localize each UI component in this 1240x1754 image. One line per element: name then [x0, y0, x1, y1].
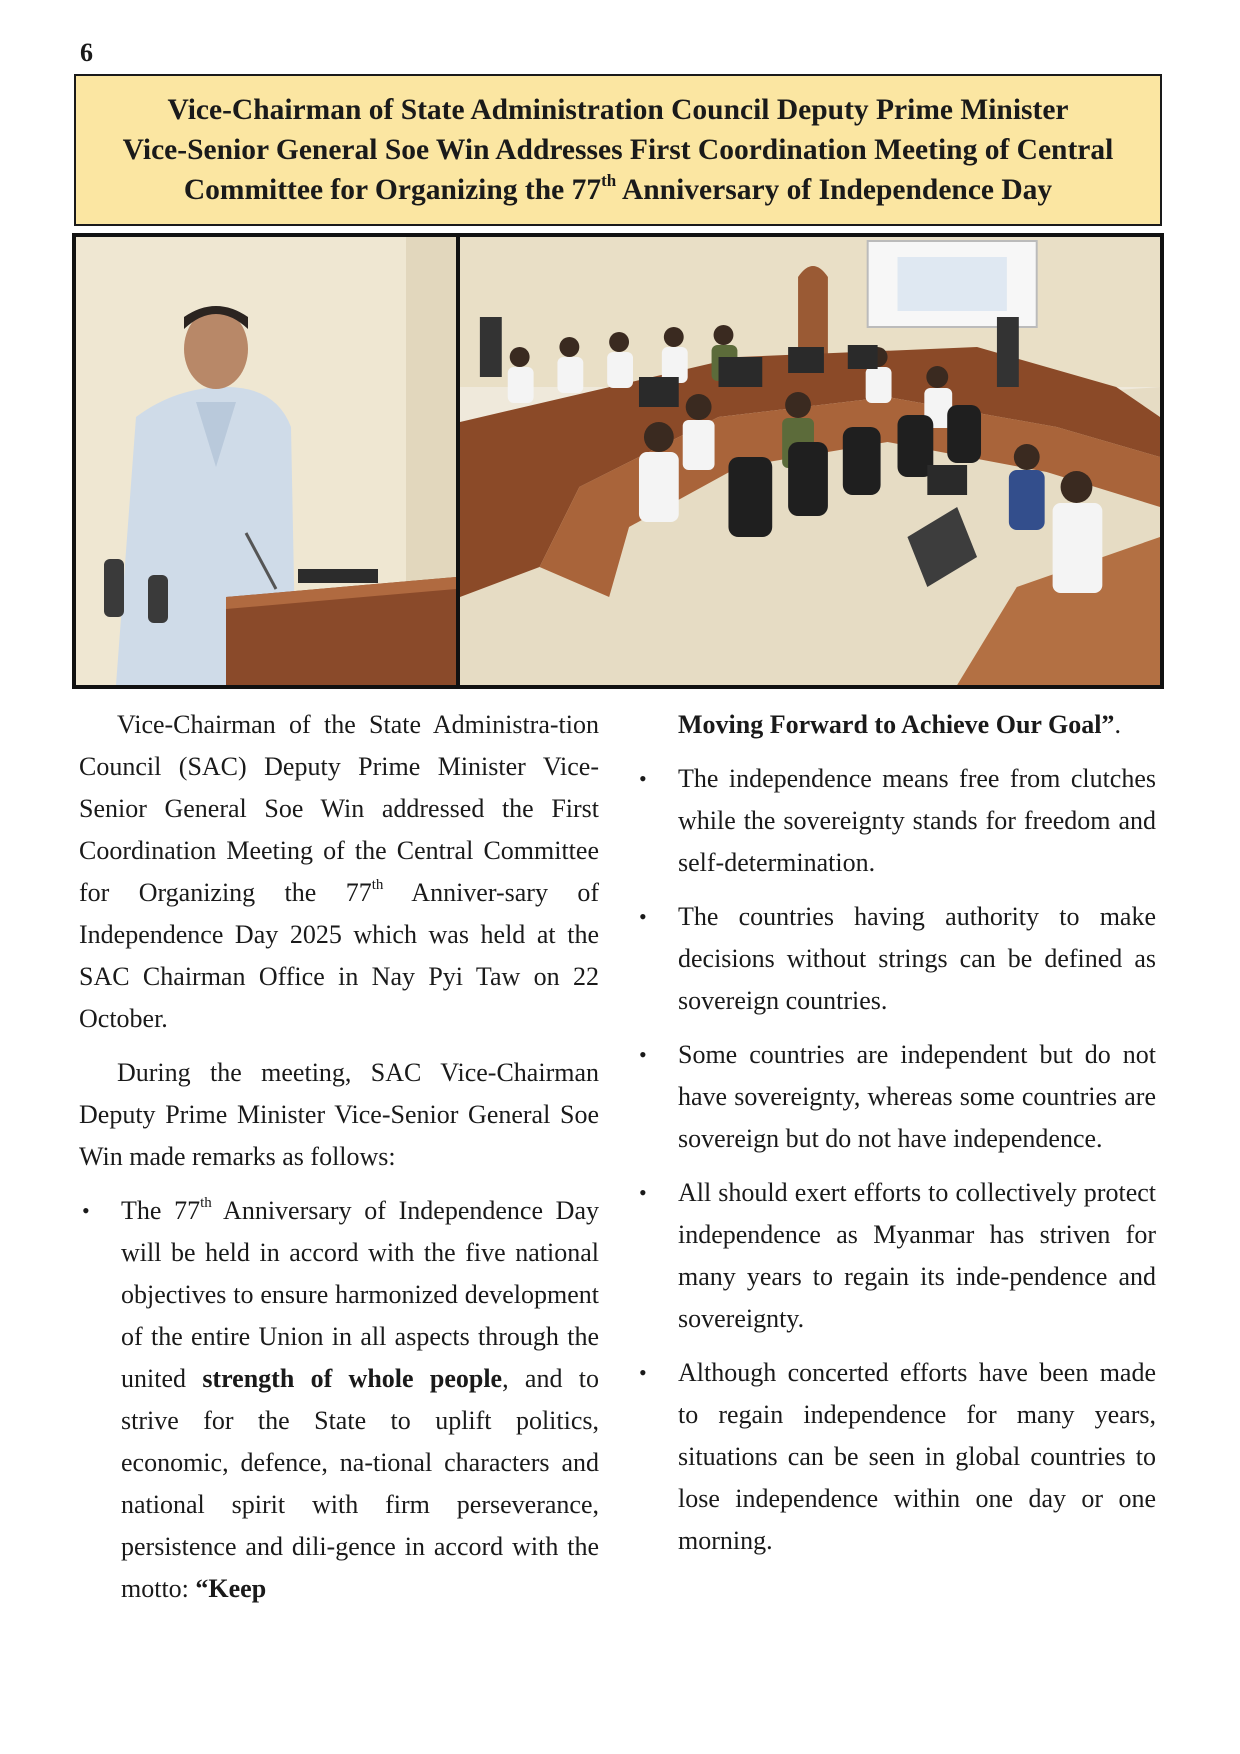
- list-item: • The independence means free from clutches while the sovereignty stands for freedom and self-determination.: [636, 758, 1156, 884]
- list-item: • All should exert efforts to collectively protect independence as Myanmar has striven for many years to regain its inde-pendence and sovereignty.: [636, 1172, 1156, 1340]
- bullet-icon: •: [639, 1180, 647, 1205]
- meeting-hall-illustration: [460, 237, 1160, 685]
- bullet-icon: •: [639, 904, 647, 929]
- title-line-3: Committee for Organizing the 77th Anniversary of Independence Day: [183, 171, 1053, 206]
- bullet-icon: •: [639, 766, 647, 791]
- title-line-2: Vice-Senior General Soe Win Addresses First Coordination Meeting of Central: [122, 134, 1114, 166]
- bullet-icon: •: [82, 1198, 90, 1223]
- speaker-illustration: [76, 237, 456, 685]
- intro-paragraph: Vice-Chairman of the State Administra-tion Council (SAC) Deputy Prime Minister Vice-Senior General Soe Win addressed the First Coordination Meeting of the Central Committee for Organizing the 77th Anniver-sary of Independence Day 2025 which was held at the SAC Chairman Office in Nay Pyi Taw on 22 October.: [79, 710, 599, 1033]
- bullet-icon: •: [639, 1042, 647, 1067]
- page-number: 6: [80, 38, 93, 67]
- left-column: [79, 704, 599, 1622]
- list-item: • The 77th Anniversary of Independence Day will be held in accord with the five national objectives to ensure harmonized development of the entire Union in all aspects through the united strength of whole people, and to strive for the State to uplift politics, economic, defence, na-tional characters and national spirit with firm perseverance, persistence and dili-gence in accord with the motto: “Keep: [79, 1190, 599, 1610]
- article-title: [74, 74, 1162, 226]
- list-item-continuation: Moving Forward to Achieve Our Goal”.: [678, 710, 1121, 739]
- remarks-list-right: [636, 758, 1156, 1562]
- remarks-intro-paragraph: During the meeting, SAC Vice-Chairman Deputy Prime Minister Vice-Senior General Soe Win made remarks as follows:: [79, 1058, 599, 1171]
- right-column: [636, 704, 1156, 1574]
- photo-collage: [72, 233, 1164, 689]
- remarks-list-left: [79, 1190, 599, 1610]
- title-line-1: Vice-Chairman of State Administration Council Deputy Prime Minister: [167, 94, 1069, 126]
- list-item: • Although concerted efforts have been made to regain independence for many years, situations can be seen in global countries to lose independence within one day or one morning.: [636, 1352, 1156, 1562]
- photo-speaker-at-podium: [76, 237, 456, 685]
- bullet-icon: •: [639, 1360, 647, 1385]
- list-item: • Some countries are independent but do not have sovereignty, whereas some countries are sovereign but do not have independence.: [636, 1034, 1156, 1160]
- title-superscript: th: [601, 171, 617, 190]
- photo-meeting-hall: [460, 237, 1160, 685]
- list-item: • The countries having authority to make decisions without strings can be defined as sovereign countries.: [636, 896, 1156, 1022]
